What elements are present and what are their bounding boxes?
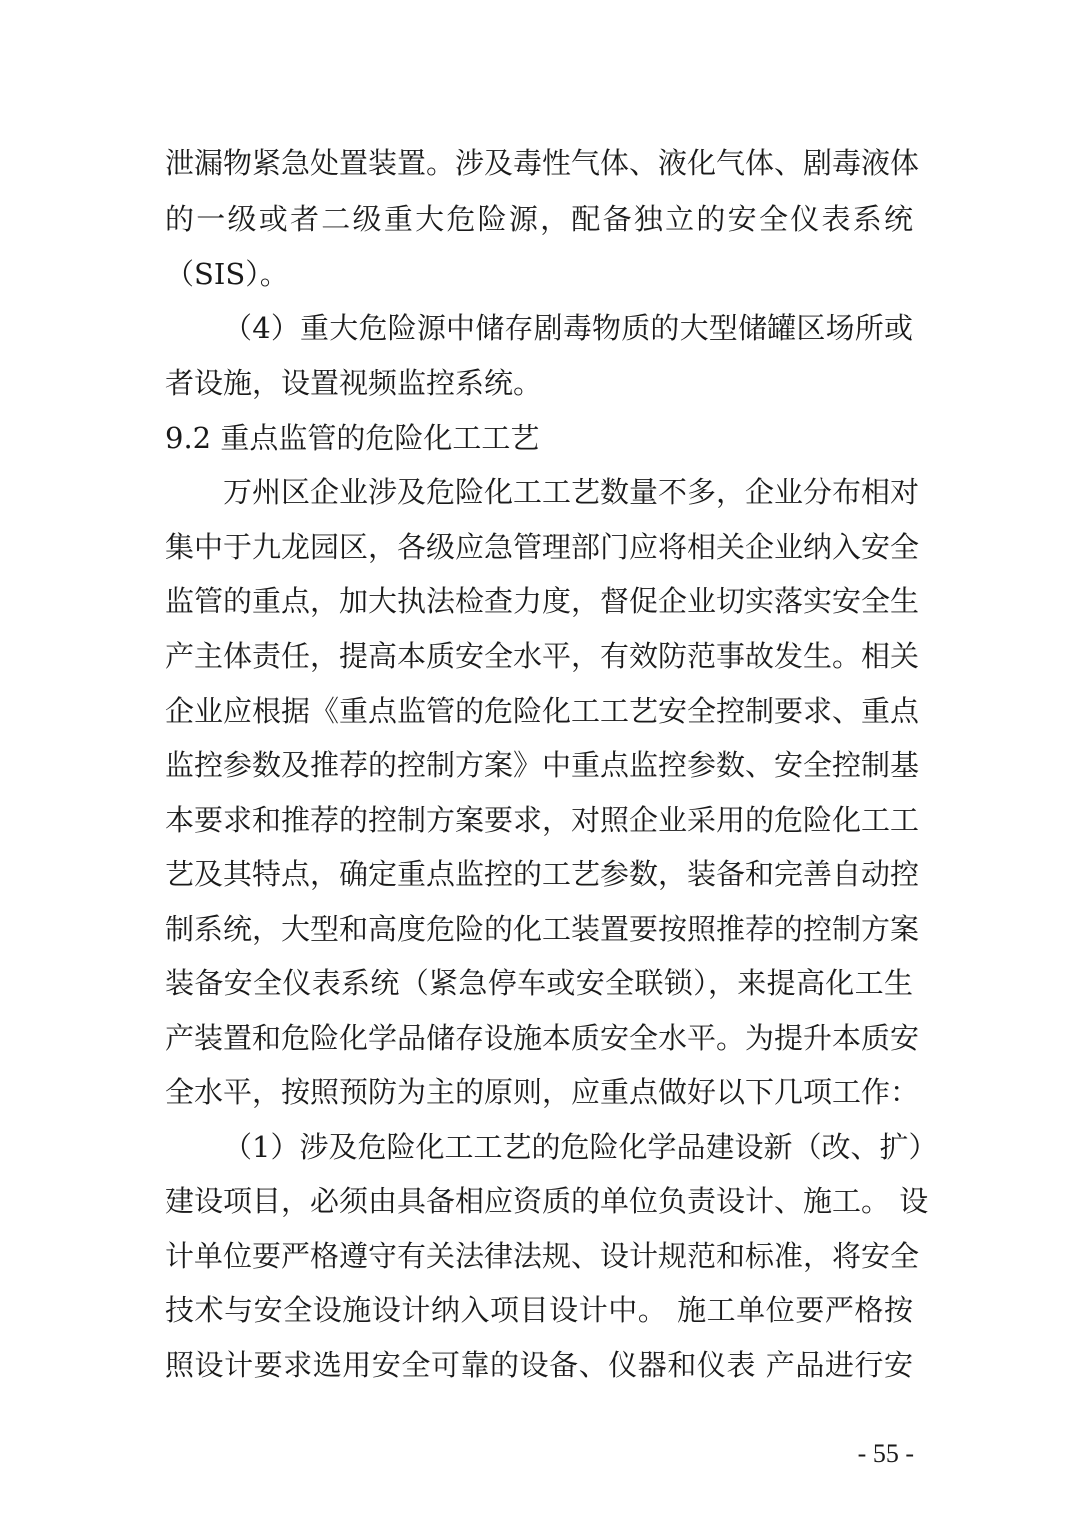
text-line: 泄漏物紧急处置装置。涉及毒性气体、液化气体、剧毒液体 — [165, 146, 920, 180]
text-line: 监控参数及推荐的控制方案》中重点监控参数、安全控制基 — [165, 748, 920, 782]
text-line: （SIS）。 — [165, 257, 289, 291]
text-line: 产主体责任，提高本质安全水平，有效防范事故发生。相关 — [165, 639, 920, 673]
text-line: 计单位要严格遵守有关法律法规、设计规范和标准，将安全 — [165, 1239, 920, 1273]
text-line: 艺及其特点，确定重点监控的工艺参数，装备和完善自动控 — [165, 857, 920, 891]
text-line: 企业应根据《重点监管的危险化工工艺安全控制要求、重点 — [165, 694, 920, 728]
text-line: 制系统，大型和高度危险的化工装置要按照推荐的控制方案 — [165, 912, 920, 946]
text-line: 建设项目，必须由具备相应资质的单位负责设计、施工。 设 — [165, 1184, 929, 1218]
text-line: 产装置和危险化学品储存设施本质安全水平。为提升本质安 — [165, 1021, 920, 1055]
text-line: 监管的重点，加大执法检查力度，督促企业切实落实安全生 — [165, 584, 920, 618]
section-heading: 9.2 重点监管的危险化工工艺 — [165, 421, 540, 455]
text-line: 全水平，按照预防为主的原则，应重点做好以下几项工作： — [165, 1075, 920, 1109]
text-line: 本要求和推荐的控制方案要求，对照企业采用的危险化工工 — [165, 803, 920, 837]
text-line: 万州区企业涉及危险化工工艺数量不多，企业分布相对 — [223, 475, 920, 509]
text-line: （4）重大危险源中储存剧毒物质的大型储罐区场所或 — [223, 311, 913, 345]
text-line: 技术与安全设施设计纳入项目设计中。 施工单位要严格按 — [165, 1293, 913, 1327]
text-line: 集中于九龙园区，各级应急管理部门应将相关企业纳入安全 — [165, 530, 920, 564]
text-line: 照设计要求选用安全可靠的设备、仪器和仪表 产品进行安 — [165, 1348, 913, 1382]
text-line: 装备安全仪表系统（紧急停车或安全联锁），来提高化工生 — [165, 966, 913, 1000]
page-number: - 55 - — [857, 1439, 914, 1468]
text-line: （1）涉及危险化工工艺的危险化学品建设新（改、扩） — [223, 1130, 938, 1164]
text-line: 的一级或者二级重大危险源，配备独立的安全仪表系统 — [165, 202, 913, 236]
text-line: 者设施，设置视频监控系统。 — [165, 366, 543, 400]
